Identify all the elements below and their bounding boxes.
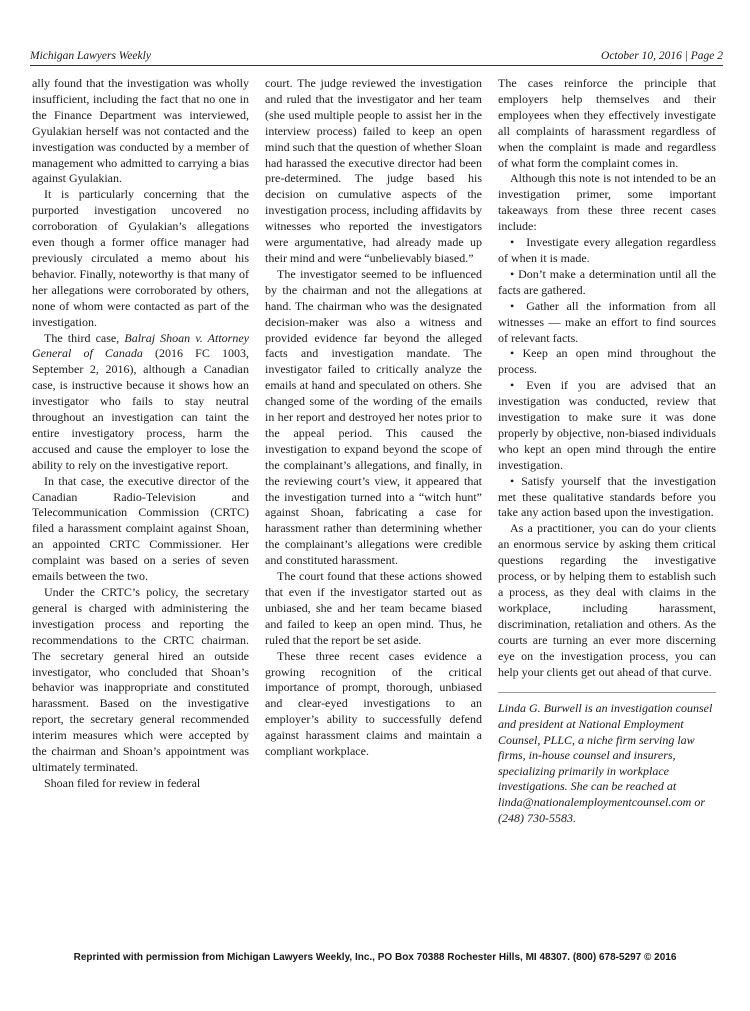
paragraph: These three recent cases evidence a growing recognition of the critical importance of prompt, thorough, unbiased and clear-eyed investigations to an employer’s ability to successfully defend against harassment claims and maintain a compliant workplace. bbox=[265, 648, 482, 759]
paragraph: It is particularly concerning that the purported investigation uncovered no corroboration of Gyulakian’s allegations even though a former office manager had previously circulated a memo about his behavior. Finally, noteworthy is that many of her allegations were corroborated by others, none of whom were contacted as part of the investigation. bbox=[32, 187, 249, 329]
paragraph: Under the CRTC’s policy, the secretary general is charged with administering the investigation process and reporting the recommendations to the CRTC chairman. The secretary general hired an outside investigator, who concluded that Shoan’s behavior was inappropriate and constituted harassment. Based on the investigative report, the secretary general recommended interim measures which were accepted by the chairman and Shoan’s appointment was ultimately terminated. bbox=[32, 585, 249, 774]
takeaway-item: • Even if you are advised that an investigation was conducted, review that investigation to make sure it was done properly by objective, non-biased individuals who kept an open mind through the entire investigation. bbox=[498, 378, 716, 472]
case-name: Balraj Shoan v. Attorney General of Canada bbox=[32, 330, 249, 361]
publication-name: Michigan Lawyers Weekly bbox=[30, 50, 151, 62]
paragraph: In that case, the executive director of the Canadian Radio-Television and Telecommunication Commission (CRTC) filed a harassment complaint against Shoan, an appointed CRTC Commissioner. Her complaint was based on a series of seven emails between the two. bbox=[32, 473, 249, 584]
takeaway-item: • Satisfy yourself that the investigation met these qualitative standards before you take any action based upon the investigation. bbox=[498, 473, 716, 520]
page-header bbox=[30, 49, 723, 66]
paragraph: The court found that these actions showed that even if the investigator started out as unbiased, she and her team became biased and failed to keep an open mind. Thus, he ruled that the report be set aside. bbox=[265, 569, 482, 647]
paragraph: The cases reinforce the principle that employers help themselves and their employees when they effectively investigate all complaints of harassment regardless of when the complaint is made and regardless of what form the complaint comes in. bbox=[498, 76, 716, 170]
paragraph-third-case bbox=[32, 331, 249, 474]
article-column-3 bbox=[498, 76, 716, 826]
case-lead: The third case, bbox=[44, 330, 125, 345]
date-and-page: October 10, 2016 | Page 2 bbox=[601, 50, 723, 62]
paragraph: ally found that the investigation was wholly insufficient, including the fact that no one in the Finance Department was interviewed, Gyulakian herself was not contacted and the investigation was conducted by a member of management who admitted to carrying a bias against Gyulakian. bbox=[32, 76, 249, 186]
paragraph: As a practitioner, you can do your clients an enormous service by asking them critical questions regarding the investigative process, or by helping them to establish such a process, as they deal with claims in the workplace, including harassment, discrimination, retaliation and others. As the courts are turning an ever more discerning eye on the investigation process, you can help your clients get out ahead of that curve. bbox=[498, 521, 716, 679]
reprint-footer: Reprinted with permission from Michigan Lawyers Weekly, Inc., PO Box 70388 Rochester Hills, MI 48307. (800) 678-5297 © 2016 bbox=[73, 952, 677, 963]
author-bio bbox=[498, 692, 716, 826]
case-rest: (2016 FC 1003, September 2, 2016), although a Canadian case, is instructive because it shows how an investigator who fails to stay neutral throughout an investigation can taint the entire investigatory process, harm the accused and cause the employer to lose the ability to rely on the investigative report. bbox=[32, 346, 249, 472]
takeaway-item: • Don’t make a determination until all the facts are gathered. bbox=[498, 266, 716, 297]
takeaway-item: • Keep an open mind throughout the process. bbox=[498, 346, 716, 377]
article-column-2 bbox=[265, 76, 482, 760]
paragraph: The investigator seemed to be influenced by the chairman and not the allegations at hand. The chairman who was the designated decision-maker was also a witness and provided evidence far beyond the alleged facts and investigation mandate. The investigator failed to critically analyze the emails at hand and speculated on others. She changed some of the wording of the emails in her report and destroyed her notes prior to the appeal period. This caused the investigation to expand beyond the scope of the complainant’s allegations, and finally, in the reviewing court’s view, it appeared that the investigation turned into a “witch hunt” against Shoan, fabricating a case for harassment rather than determining whether the complainant’s allegations were credible and constituted harassment. bbox=[265, 266, 482, 568]
paragraph: court. The judge reviewed the investigation and ruled that the investigator and her team (she used multiple people to assist her in the interview process) failed to keep an open mind such that the question of whether Sloan had harassed the executive director had been pre-determined. The judge based his decision on cumulative aspects of the investigation process, including affidavits by witnesses who reported the investigators were argumentative, had already made up their mind and were “unbelievably biased.” bbox=[265, 76, 482, 265]
takeaway-item: • Gather all the information from all witnesses — make an effort to find sources of relevant facts. bbox=[498, 298, 716, 345]
paragraph: Shoan filed for review in federal bbox=[44, 775, 201, 790]
paragraph: Although this note is not intended to be an investigation primer, some important takeaways from these three recent cases include: bbox=[498, 171, 716, 234]
author-bio-text: Linda G. Burwell is an investigation counsel and president at National Employment Counsel, PLLC, a niche firm serving law firms, in-house counsel and insurers, specializing primarily in workplace investigations. She can be reached at linda@nationalemploymentcounsel.com or (248) 730-5583. bbox=[498, 701, 713, 825]
takeaway-item: • Investigate every allegation regardless of when it is made. bbox=[498, 235, 716, 265]
article-column-1 bbox=[32, 76, 249, 792]
